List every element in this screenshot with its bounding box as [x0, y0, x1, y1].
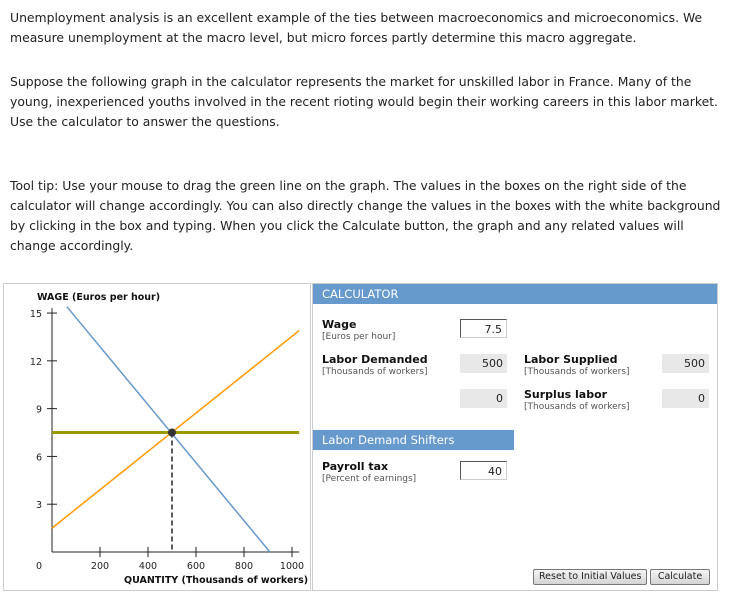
wage-label: Wage	[322, 318, 357, 331]
payroll-tax-unit: [Percent of earnings]	[322, 474, 417, 484]
calculator-header: CALCULATOR	[313, 284, 717, 304]
shifters-header: Labor Demand Shifters	[313, 430, 514, 450]
labor-demanded-label: Labor Demanded	[322, 353, 428, 366]
payroll-tax-label: Payroll tax	[322, 460, 389, 473]
labor-demanded-value: 500	[460, 354, 507, 373]
payroll-tax-input[interactable]: 40	[460, 461, 507, 480]
x-tick-label: 400	[138, 561, 158, 572]
surplus-labor-unit: [Thousands of workers]	[524, 402, 630, 412]
wage-input[interactable]: 7.5	[460, 319, 507, 338]
surplus-labor-value: 0	[662, 389, 709, 408]
y-axis-label: WAGE (Euros per hour)	[37, 292, 161, 303]
x-tick-label: 200	[90, 561, 110, 572]
x-axis-label: QUANTITY (Thousands of workers)	[124, 575, 309, 586]
labor-supplied-label: Labor Supplied	[524, 353, 618, 366]
x-tick-label: 1000	[279, 561, 305, 572]
labor-supply-line	[52, 331, 299, 529]
tool-tip-paragraph: Tool tip: Use your mouse to drag the green line on the graph. The values in the boxes on the right side of the calculator will change accordingly. You can also directly change the values in the boxes with the white background by clicking in the box and typing. When you click the Calculate button, the graph and any related values will change accordingly.	[10, 178, 721, 253]
chart-svg	[4, 284, 310, 590]
labor-demand-line	[67, 307, 270, 552]
x-tick-label: 800	[234, 561, 254, 572]
wage-unit: [Euros per hour]	[322, 332, 396, 342]
labor-demanded-unit: [Thousands of workers]	[322, 367, 428, 377]
labor-supplied-value: 500	[662, 354, 709, 373]
intro-paragraph-1: Unemployment analysis is an excellent example of the ties between macroeconomics and microeconomics. We measure unemployment at the macro level, but micro forces partly determine this macro aggregate.	[10, 10, 703, 45]
labor-market-graph	[3, 283, 311, 591]
y-tick-label: 12	[29, 356, 42, 368]
y-tick-label: 15	[29, 309, 42, 321]
x-tick-label: 0	[35, 561, 42, 572]
equilibrium-point	[168, 429, 176, 437]
calculator-panel	[312, 283, 718, 591]
x-tick-label: 600	[186, 561, 206, 572]
y-tick-label: 9	[35, 404, 42, 416]
labor-supplied-unit: [Thousands of workers]	[524, 367, 630, 377]
reset-button[interactable]: Reset to Initial Values	[533, 569, 647, 585]
surplus-labor-label: Surplus labor	[524, 388, 608, 401]
intro-paragraph-2: Suppose the following graph in the calculator represents the market for unskilled labor in France. Many of the young, inexperienced youths involved in the recent rioting would begin their working careers in this labor market. Use the calculator to answer the questions.	[10, 74, 718, 129]
calculate-button[interactable]: Calculate	[650, 569, 710, 585]
y-tick-label: 3	[35, 500, 42, 512]
left-extra-value: 0	[460, 389, 507, 408]
y-tick-label: 6	[35, 452, 42, 464]
